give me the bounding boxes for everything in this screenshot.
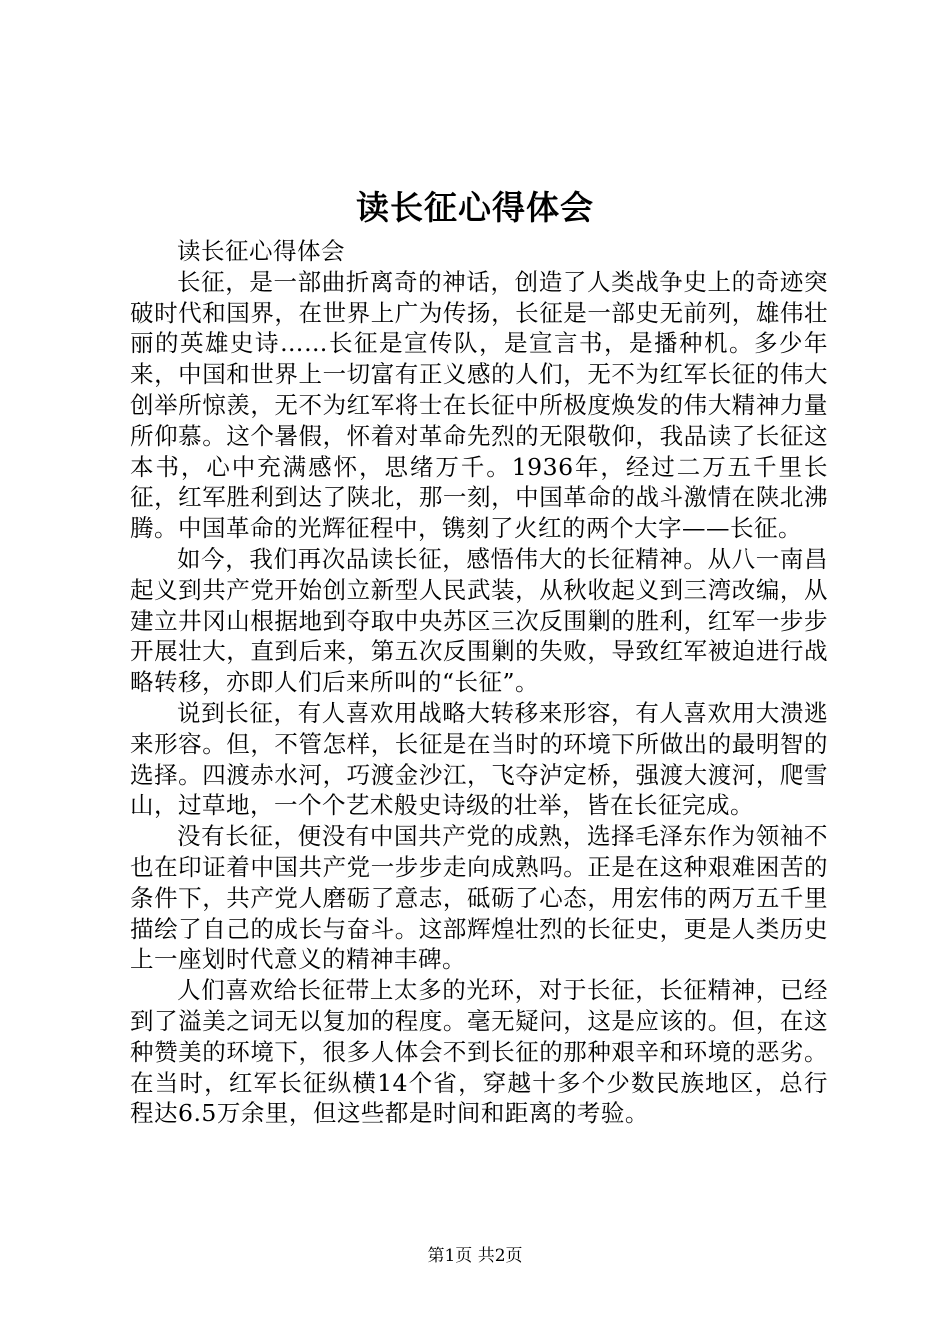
paragraph: 说到长征，有人喜欢用战略大转移来形容，有人喜欢用大溃逃来形容。但，不管怎样，长征是在当时的环境下所做出的最明智的选择。四渡赤水河，巧渡金沙江，飞夺泸定桥，强渡大渡河，爬雪山，过草地，一个个艺术般史诗级的壮举，皆在长征完成。 (130, 698, 828, 820)
paragraph: 长征，是一部曲折离奇的神话，创造了人类战争史上的奇迹突破时代和国界，在世界上广为传扬，长征是一部史无前列，雄伟壮丽的英雄史诗……长征是宣传队，是宣言书，是播种机。多少年来，中国和世界上一切富有正义感的人们，无不为红军长征的伟大创举所惊羡，无不为红军将士在长征中所极度焕发的伟大精神力量所仰慕。这个暑假，怀着对革命先烈的无限敬仰，我品读了长征这本书，心中充满感怀，思绪万千。1936年，经过二万五千里长征，红军胜利到达了陕北，那一刻，中国革命的战斗激情在陕北沸腾。中国革命的光辉征程中，镌刻了火红的两个大字——长征。 (130, 267, 828, 543)
paragraph: 人们喜欢给长征带上太多的光环，对于长征，长征精神，已经到了溢美之词无以复加的程度。毫无疑问，这是应该的。但，在这种赞美的环境下，很多人体会不到长征的那种艰辛和环境的恶劣。在当时，红军长征纵横14个省，穿越十多个少数民族地区，总行程达6.5万余里，但这些都是时间和距离的考验。 (130, 976, 828, 1128)
paragraph-subtitle: 读长征心得体会 (177, 237, 345, 265)
page-number-footer: 第1页 共2页 (427, 1246, 523, 1266)
document-body (130, 236, 828, 1129)
paragraph: 没有长征，便没有中国共产党的成熟，选择毛泽东作为领袖不也在印证着中国共产党一步步走向成熟吗。正是在这种艰难困苦的条件下，共产党人磨砺了意志，砥砺了心态，用宏伟的两万五千里描绘了自己的成长与奋斗。这部辉煌壮烈的长征史，更是人类历史上一座划时代意义的精神丰碑。 (130, 822, 828, 974)
document-title: 读长征心得体会 (356, 188, 594, 227)
paragraph: 如今，我们再次品读长征，感悟伟大的长征精神。从八一南昌起义到共产党开始创立新型人民武装，从秋收起义到三湾改编，从建立井冈山根据地到夺取中央苏区三次反围剿的胜利，红军一步步开展壮大，直到后来，第五次反围剿的失败，导致红军被迫进行战略转移，亦即人们后来所叫的“长征”。 (130, 544, 828, 697)
